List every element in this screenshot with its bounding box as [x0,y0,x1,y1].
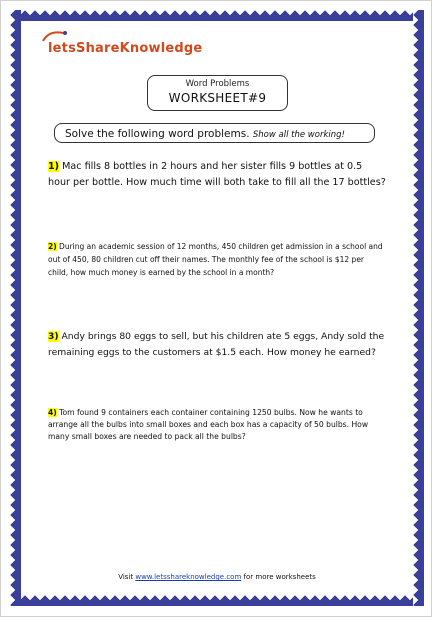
question-number: 1) [48,161,60,172]
question-text: Tom found 9 containers each container containing 1250 bulbs. Now he wants to arrange all the bulbs into small boxes and each box has a capacity of 50 bulbs. How many small boxes are needed to pack all the bulbs? [48,408,369,441]
site-logo: letsShareKnowledge [48,41,203,56]
decorative-border-left [10,10,21,606]
question-3 [48,329,386,361]
footer-link[interactable]: www.letsshareknowledge.com [135,573,242,581]
question-number: 4) [48,408,57,417]
footer [1,573,432,581]
question-2 [48,240,386,279]
instructions-box [54,123,375,143]
decorative-border-top [10,10,424,21]
question-4 [48,407,386,443]
decorative-border-bottom [10,595,424,606]
worksheet-subtitle: Word Problems [185,79,250,89]
decorative-border-right [413,10,424,606]
question-text: During an academic session of 12 months, 450 children get admission in a school and out of 450, 80 children cut off their names. The monthly fee of the school is $12 per child, how much money is earned by the school in a month? [48,242,383,277]
footer-suffix: for more worksheets [243,573,316,581]
question-text: Mac fills 8 bottles in 2 hours and her sister fills 9 bottles at 0.5 hour per bottle. How much time will both take to fill all the 17 bottles? [48,161,386,188]
title-box [147,75,288,111]
footer-prefix: Visit [118,573,134,581]
question-number: 3) [48,331,59,342]
instructions-text: Solve the following word problems. [65,128,250,140]
instructions-emphasis: Show all the working! [252,130,345,140]
question-text: Andy brings 80 eggs to sell, but his children ate 5 eggs, Andy sold the remaining eggs to the customers at $1.5 each. How money he earned? [48,331,385,358]
question-number: 2) [48,242,57,251]
question-1 [48,159,386,191]
worksheet-title: WORKSHEET#9 [168,91,267,105]
